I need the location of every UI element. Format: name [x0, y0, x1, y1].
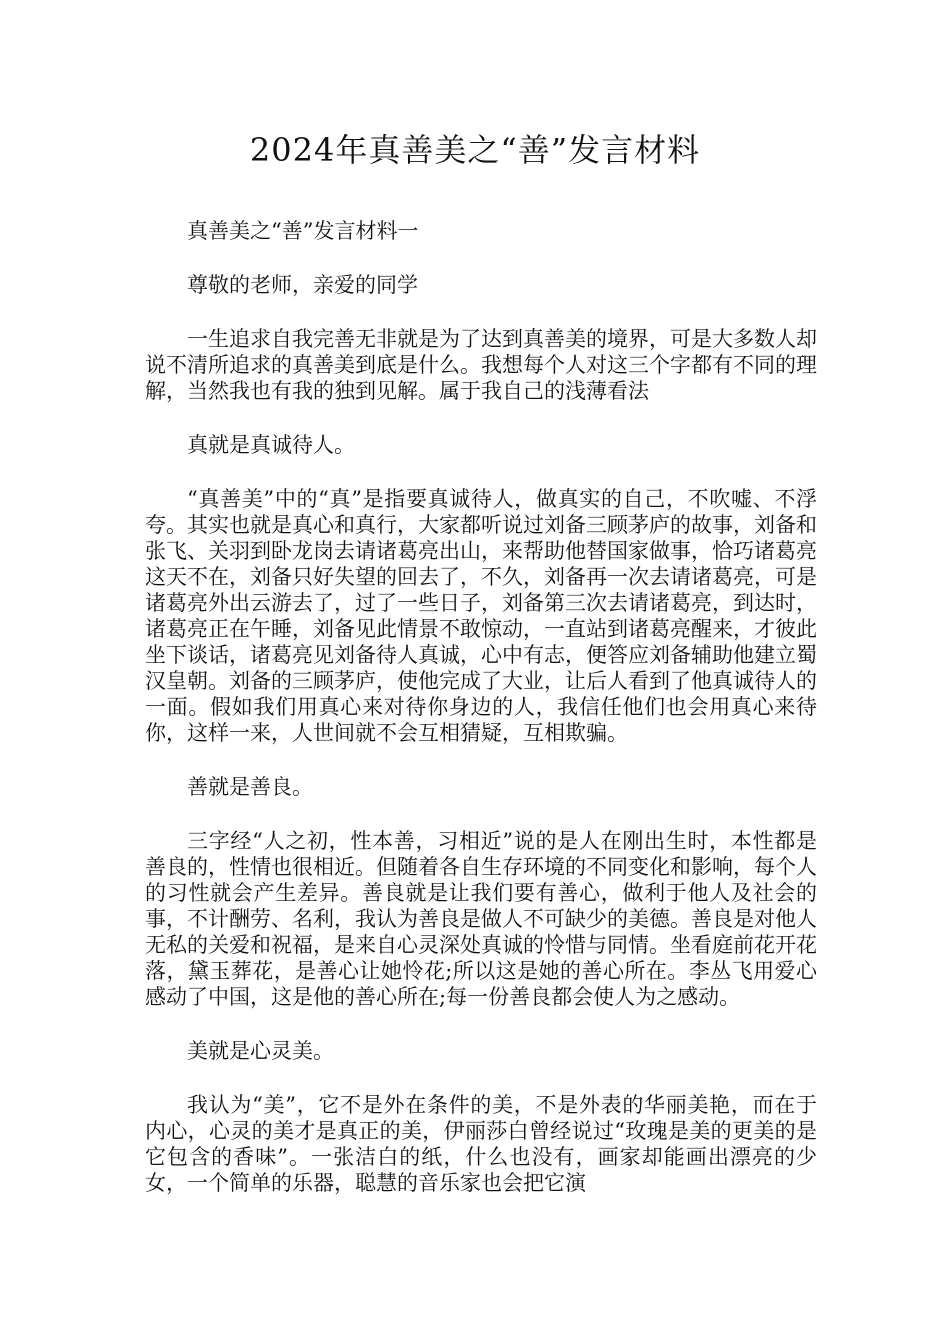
body-paragraph-intro: 一生追求自我完善无非就是为了达到真善美的境界，可是大多数人却说不清所追求的真善美到底是什么。我想每个人对这三个字都有不同的理解，当然我也有我的独到见解。属于我自己的浅薄看法 [145, 327, 817, 403]
document-body [145, 218, 817, 1224]
document-title: 2024年真善美之“善”发言材料 [249, 131, 701, 169]
subheading-goodness: 善就是善良。 [187, 775, 313, 799]
section-heading: 真善美之“善”发言材料一 [187, 219, 419, 243]
body-paragraph-beauty: 我认为“美”，它不是外在条件的美，不是外表的华丽美艳，而在于内心，心灵的美才是真正的美，伊丽莎白曾经说过“玫瑰是美的更美的是它包含的香味”。一张洁白的纸，什么也没有，画家却能画出漂亮的少女，一个简单的乐器，聪慧的音乐家也会把它演 [145, 1093, 817, 1195]
body-paragraph-truth: “真善美”中的“真”是指要真诚待人，做真实的自己，不吹嘘、不浮夸。其实也就是真心和真行，大家都听说过刘备三顾茅庐的故事，刘备和张飞、关羽到卧龙岗去请诸葛亮出山，来帮助他替国家做事，恰巧诸葛亮这天不在，刘备只好失望的回去了，不久，刘备再一次去请诸葛亮，可是诸葛亮外出云游去了，过了一些日子，刘备第三次去请诸葛亮，到达时，诸葛亮正在午睡，刘备见此情景不敢惊动，一直站到诸葛亮醒来，才彼此坐下谈话，诸葛亮见刘备待人真诚，心中有志，便答应刘备辅助他建立蜀汉皇朝。刘备的三顾茅庐，使他完成了大业，让后人看到了他真诚待人的一面。假如我们用真心来对待你身边的人，我信任他们也会用真心来待你，这样一来，人世间就不会互相猜疑，互相欺骗。 [145, 487, 817, 745]
salutation: 尊敬的老师，亲爱的同学 [187, 273, 418, 297]
body-paragraph-goodness: 三字经“人之初，性本善，习相近”说的是人在刚出生时，本性都是善良的，性情也很相近。但随着各自生存环境的不同变化和影响，每个人的习性就会产生差异。善良就是让我们要有善心，做利于他人及社会的事，不计酬劳、名利，我认为善良是做人不可缺少的美德。善良是对他人无私的关爱和祝福，是来自心灵深处真诚的怜惜与同情。坐看庭前花开花落，黛玉葬花，是善心让她怜花;所以这是她的善心所在。李丛飞用爱心感动了中国，这是他的善心所在;每一份善良都会使人为之感动。 [145, 829, 817, 1009]
subheading-beauty: 美就是心灵美。 [187, 1039, 334, 1063]
subheading-truth: 真就是真诚待人。 [187, 433, 355, 457]
